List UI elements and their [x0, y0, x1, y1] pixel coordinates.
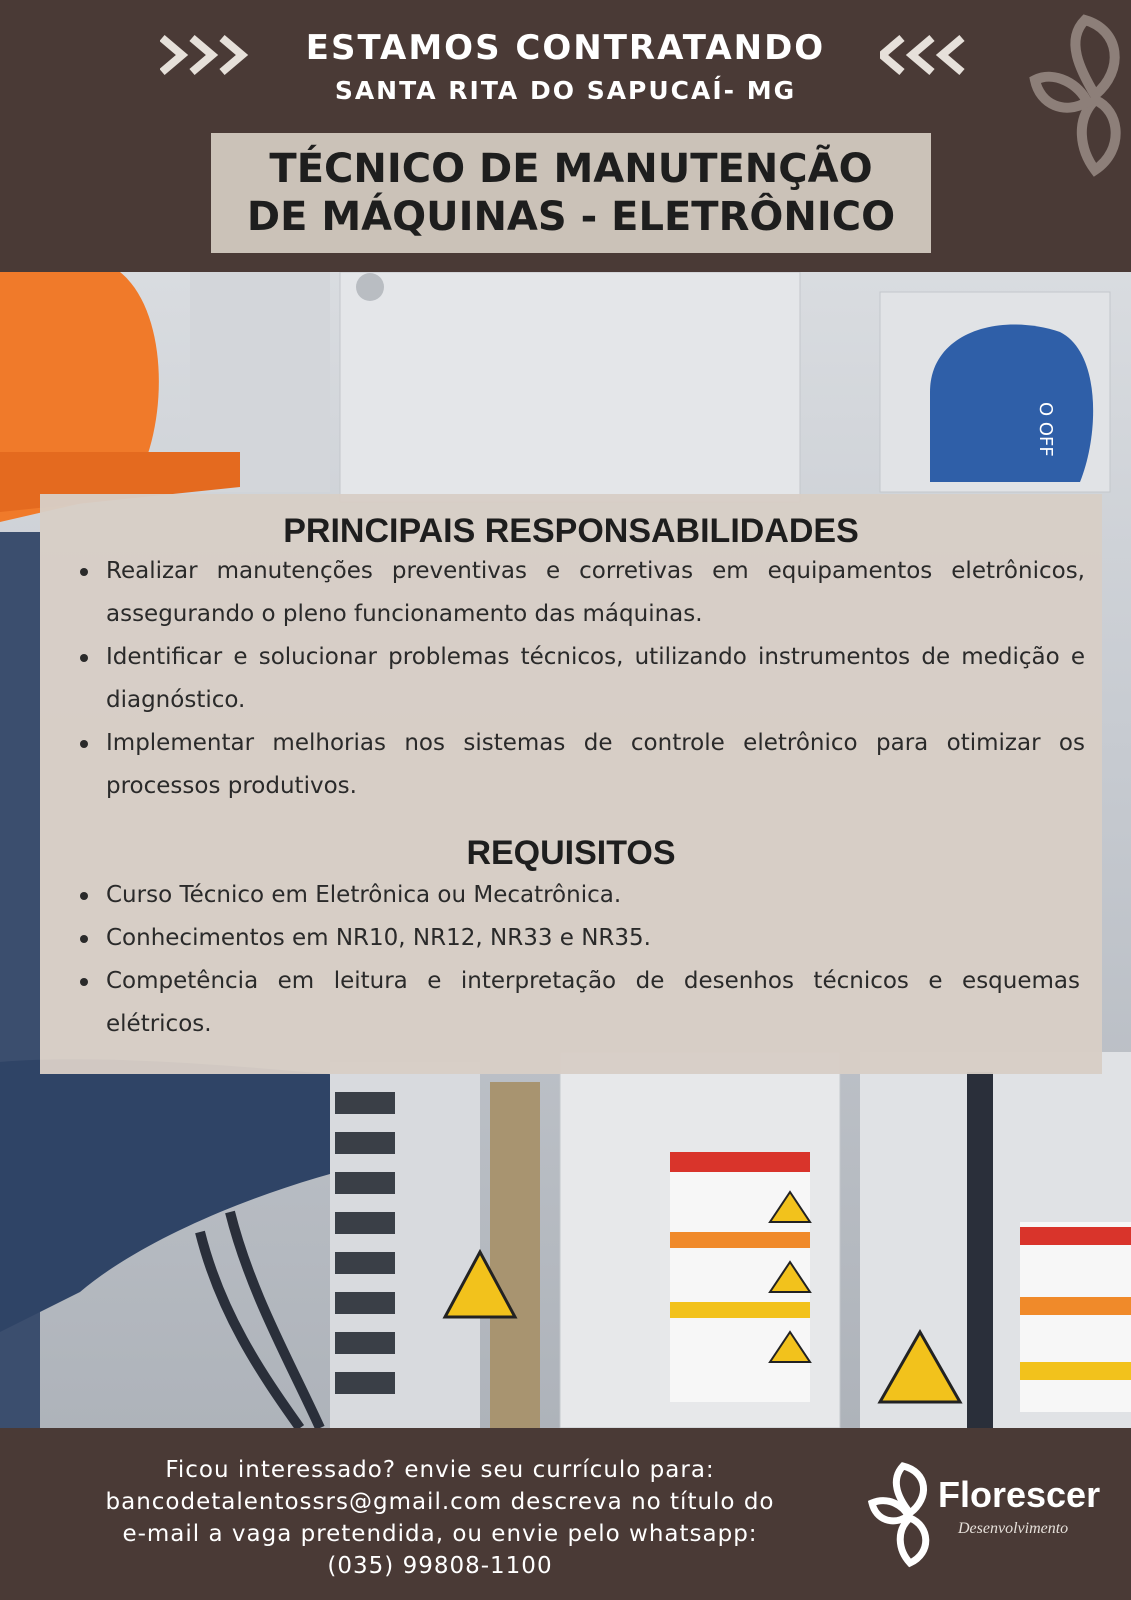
- contact-phone: (035) 99808-1100: [327, 1553, 553, 1579]
- footer: [0, 1428, 1131, 1600]
- florescer-flower-icon: [868, 1458, 938, 1568]
- job-title-line2: DE MÁQUINAS - ELETRÔNICO: [246, 194, 896, 240]
- job-title-box: [211, 133, 931, 253]
- contact-line: e-mail a vaga pretendida, ou envie pelo whatsapp:: [122, 1521, 758, 1547]
- florescer-petal-icon: [1025, 10, 1125, 180]
- responsibilities-title: PRINCIPAIS RESPONSABILIDADES: [283, 512, 859, 550]
- contact-text: [30, 1454, 850, 1582]
- city-subheading: SANTA RITA DO SAPUCAÍ- MG: [334, 76, 797, 105]
- responsibilities-list: [80, 550, 1085, 808]
- florescer-logo: [868, 1458, 1108, 1568]
- brand-tagline: Desenvolvimento: [958, 1520, 1069, 1537]
- list-item: Conhecimentos em NR10, NR12, NR33 e NR35.: [80, 917, 1080, 960]
- list-item: Realizar manutenções preventivas e corretivas em equipamentos eletrônicos, assegurando o pleno funcionamento das máquinas.: [80, 550, 1085, 636]
- list-item: Competência em leitura e interpretação de desenhos técnicos e esquemas elétricos.: [80, 960, 1080, 1046]
- header: [0, 0, 1131, 272]
- list-item: Implementar melhorias nos sistemas de controle eletrônico para otimizar os processos produtivos.: [80, 722, 1085, 808]
- contact-line: Ficou interessado? envie seu currículo para:: [165, 1457, 715, 1483]
- job-title-line1: TÉCNICO DE MANUTENÇÃO: [269, 146, 873, 192]
- chevrons-left-icon: [880, 30, 975, 80]
- content-panel: [40, 494, 1102, 1074]
- requirements-title: REQUISITOS: [466, 834, 676, 872]
- switch-label: O OFF: [1035, 402, 1056, 457]
- list-item: Identificar e solucionar problemas técnicos, utilizando instrumentos de medição e diagnóstico.: [80, 636, 1085, 722]
- requirements-list: [80, 874, 1080, 1046]
- hiring-heading: ESTAMOS CONTRATANDO: [305, 28, 826, 68]
- list-item: Curso Técnico em Eletrônica ou Mecatrônica.: [80, 874, 1080, 917]
- brand-name: Florescer: [938, 1474, 1101, 1515]
- contact-line: bancodetalentossrs@gmail.com descreva no título do: [105, 1489, 775, 1515]
